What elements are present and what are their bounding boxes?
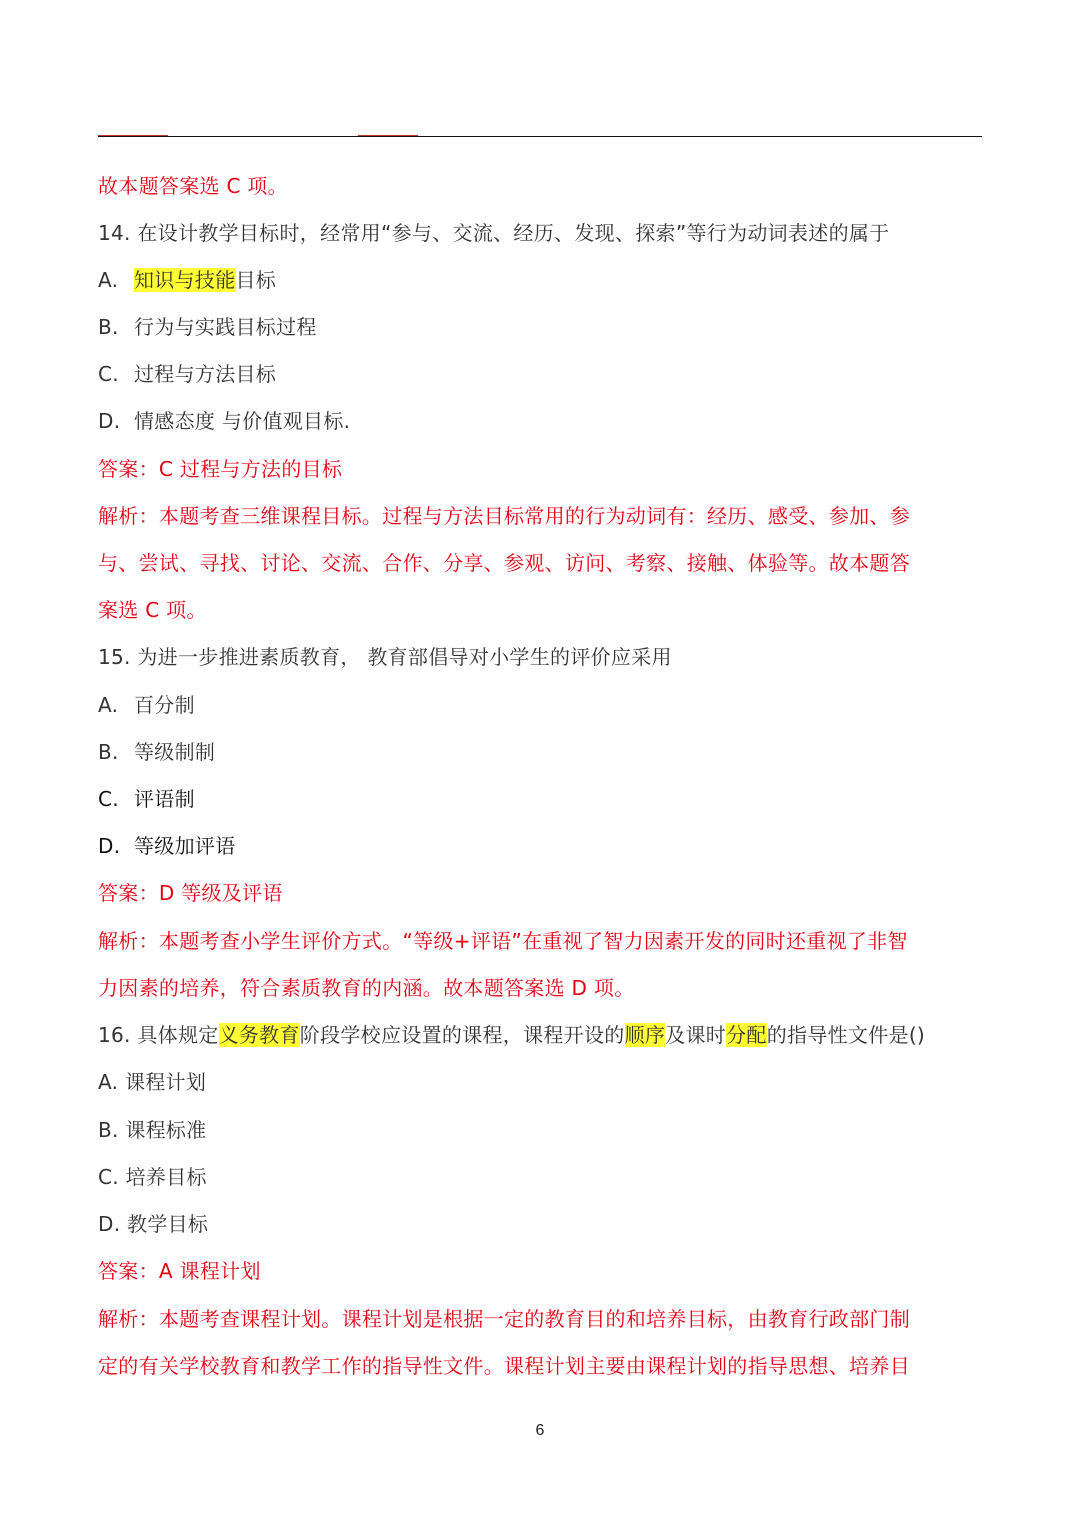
- q16-option-b: B. 课程标准: [98, 1118, 207, 1142]
- q14-analysis-line: 与、尝试、寻找、讨论、交流、合作、分享、参观、访问、考察、接触、体验等。故本题答: [98, 551, 910, 575]
- q15-stem: 15. 为进一步推进素质教育， 教育部倡导对小学生的评价应采用: [98, 645, 672, 669]
- q16-analysis-line: 定的有关学校教育和教学工作的指导性文件。课程计划主要由课程计划的指导思想、培养目: [98, 1354, 910, 1378]
- prev-conclusion: 故本题答案选 C 项。: [98, 174, 288, 198]
- q15-analysis-line: 力因素的培养，符合素质教育的内涵。故本题答案选 D 项。: [98, 976, 635, 1000]
- q16-option-a: A. 课程计划: [98, 1070, 207, 1094]
- q15-option-a: [98, 690, 988, 720]
- header-rule-red-segment: [98, 135, 168, 136]
- stem-text: 阶段学校应设置的课程，课程开设的: [299, 1023, 625, 1047]
- option-letter: C.: [98, 362, 119, 386]
- q15-answer: 答案：D 等级及评语: [98, 881, 283, 905]
- option-letter: D.: [98, 409, 121, 433]
- option-letter: A.: [98, 693, 119, 717]
- q16-option-c: C. 培养目标: [98, 1165, 207, 1189]
- option-letter: A.: [98, 268, 119, 292]
- stem-text: 16. 具体规定: [98, 1023, 219, 1047]
- q16-stem: [98, 1020, 988, 1050]
- highlighted-text: 知识与技能: [134, 268, 236, 292]
- option-text: 评语制: [134, 787, 195, 811]
- q15-option-d: [98, 831, 988, 861]
- q14-option-b: [98, 312, 988, 342]
- q15-option-c: [98, 784, 988, 814]
- highlighted-text: 义务教育: [218, 1023, 300, 1047]
- q14-analysis-line: 案选 C 项。: [98, 598, 207, 622]
- q14-analysis-line: 解析：本题考查三维课程目标。过程与方法目标常用的行为动词有：经历、感受、参加、参: [98, 504, 910, 528]
- option-text: 行为与实践目标过程: [134, 315, 317, 339]
- q15-option-b: [98, 737, 988, 767]
- option-text: 目标: [235, 268, 277, 292]
- option-letter: C.: [98, 787, 119, 811]
- q16-analysis-line: 解析：本题考查课程计划。课程计划是根据一定的教育目的和培养目标，由教育行政部门制: [98, 1307, 910, 1331]
- q14-option-c: [98, 359, 988, 389]
- option-text: 过程与方法目标: [134, 362, 277, 386]
- option-text: 等级加评语: [134, 834, 236, 858]
- page-number: 6: [535, 1422, 545, 1439]
- option-letter: D.: [98, 834, 121, 858]
- option-letter: B.: [98, 315, 119, 339]
- q15-analysis-line: 解析：本题考查小学生评价方式。“等级+评语”在重视了智力因素开发的同时还重视了非智: [98, 929, 908, 953]
- q16-option-d: D. 教学目标: [98, 1212, 209, 1236]
- q14-option-d: [98, 406, 988, 436]
- option-text: 等级制制: [134, 740, 216, 764]
- q14-answer: 答案：C 过程与方法的目标: [98, 457, 343, 481]
- q16-answer: 答案：A 课程计划: [98, 1259, 261, 1283]
- stem-text: 及课时: [665, 1023, 727, 1047]
- q14-option-a: [98, 265, 988, 295]
- option-letter: B.: [98, 740, 119, 764]
- header-rule: [98, 136, 982, 137]
- q14-stem: 14. 在设计教学目标时，经常用“参与、交流、经历、发现、探索”等行为动词表述的属于: [98, 221, 890, 245]
- header-rule-red-segment: [358, 135, 418, 136]
- option-text: 百分制: [134, 693, 195, 717]
- stem-text: 的指导性文件是(): [766, 1023, 926, 1047]
- highlighted-text: 顺序: [624, 1023, 666, 1047]
- option-text: 情感态度 与价值观目标.: [134, 409, 351, 433]
- highlighted-text: 分配: [726, 1023, 767, 1047]
